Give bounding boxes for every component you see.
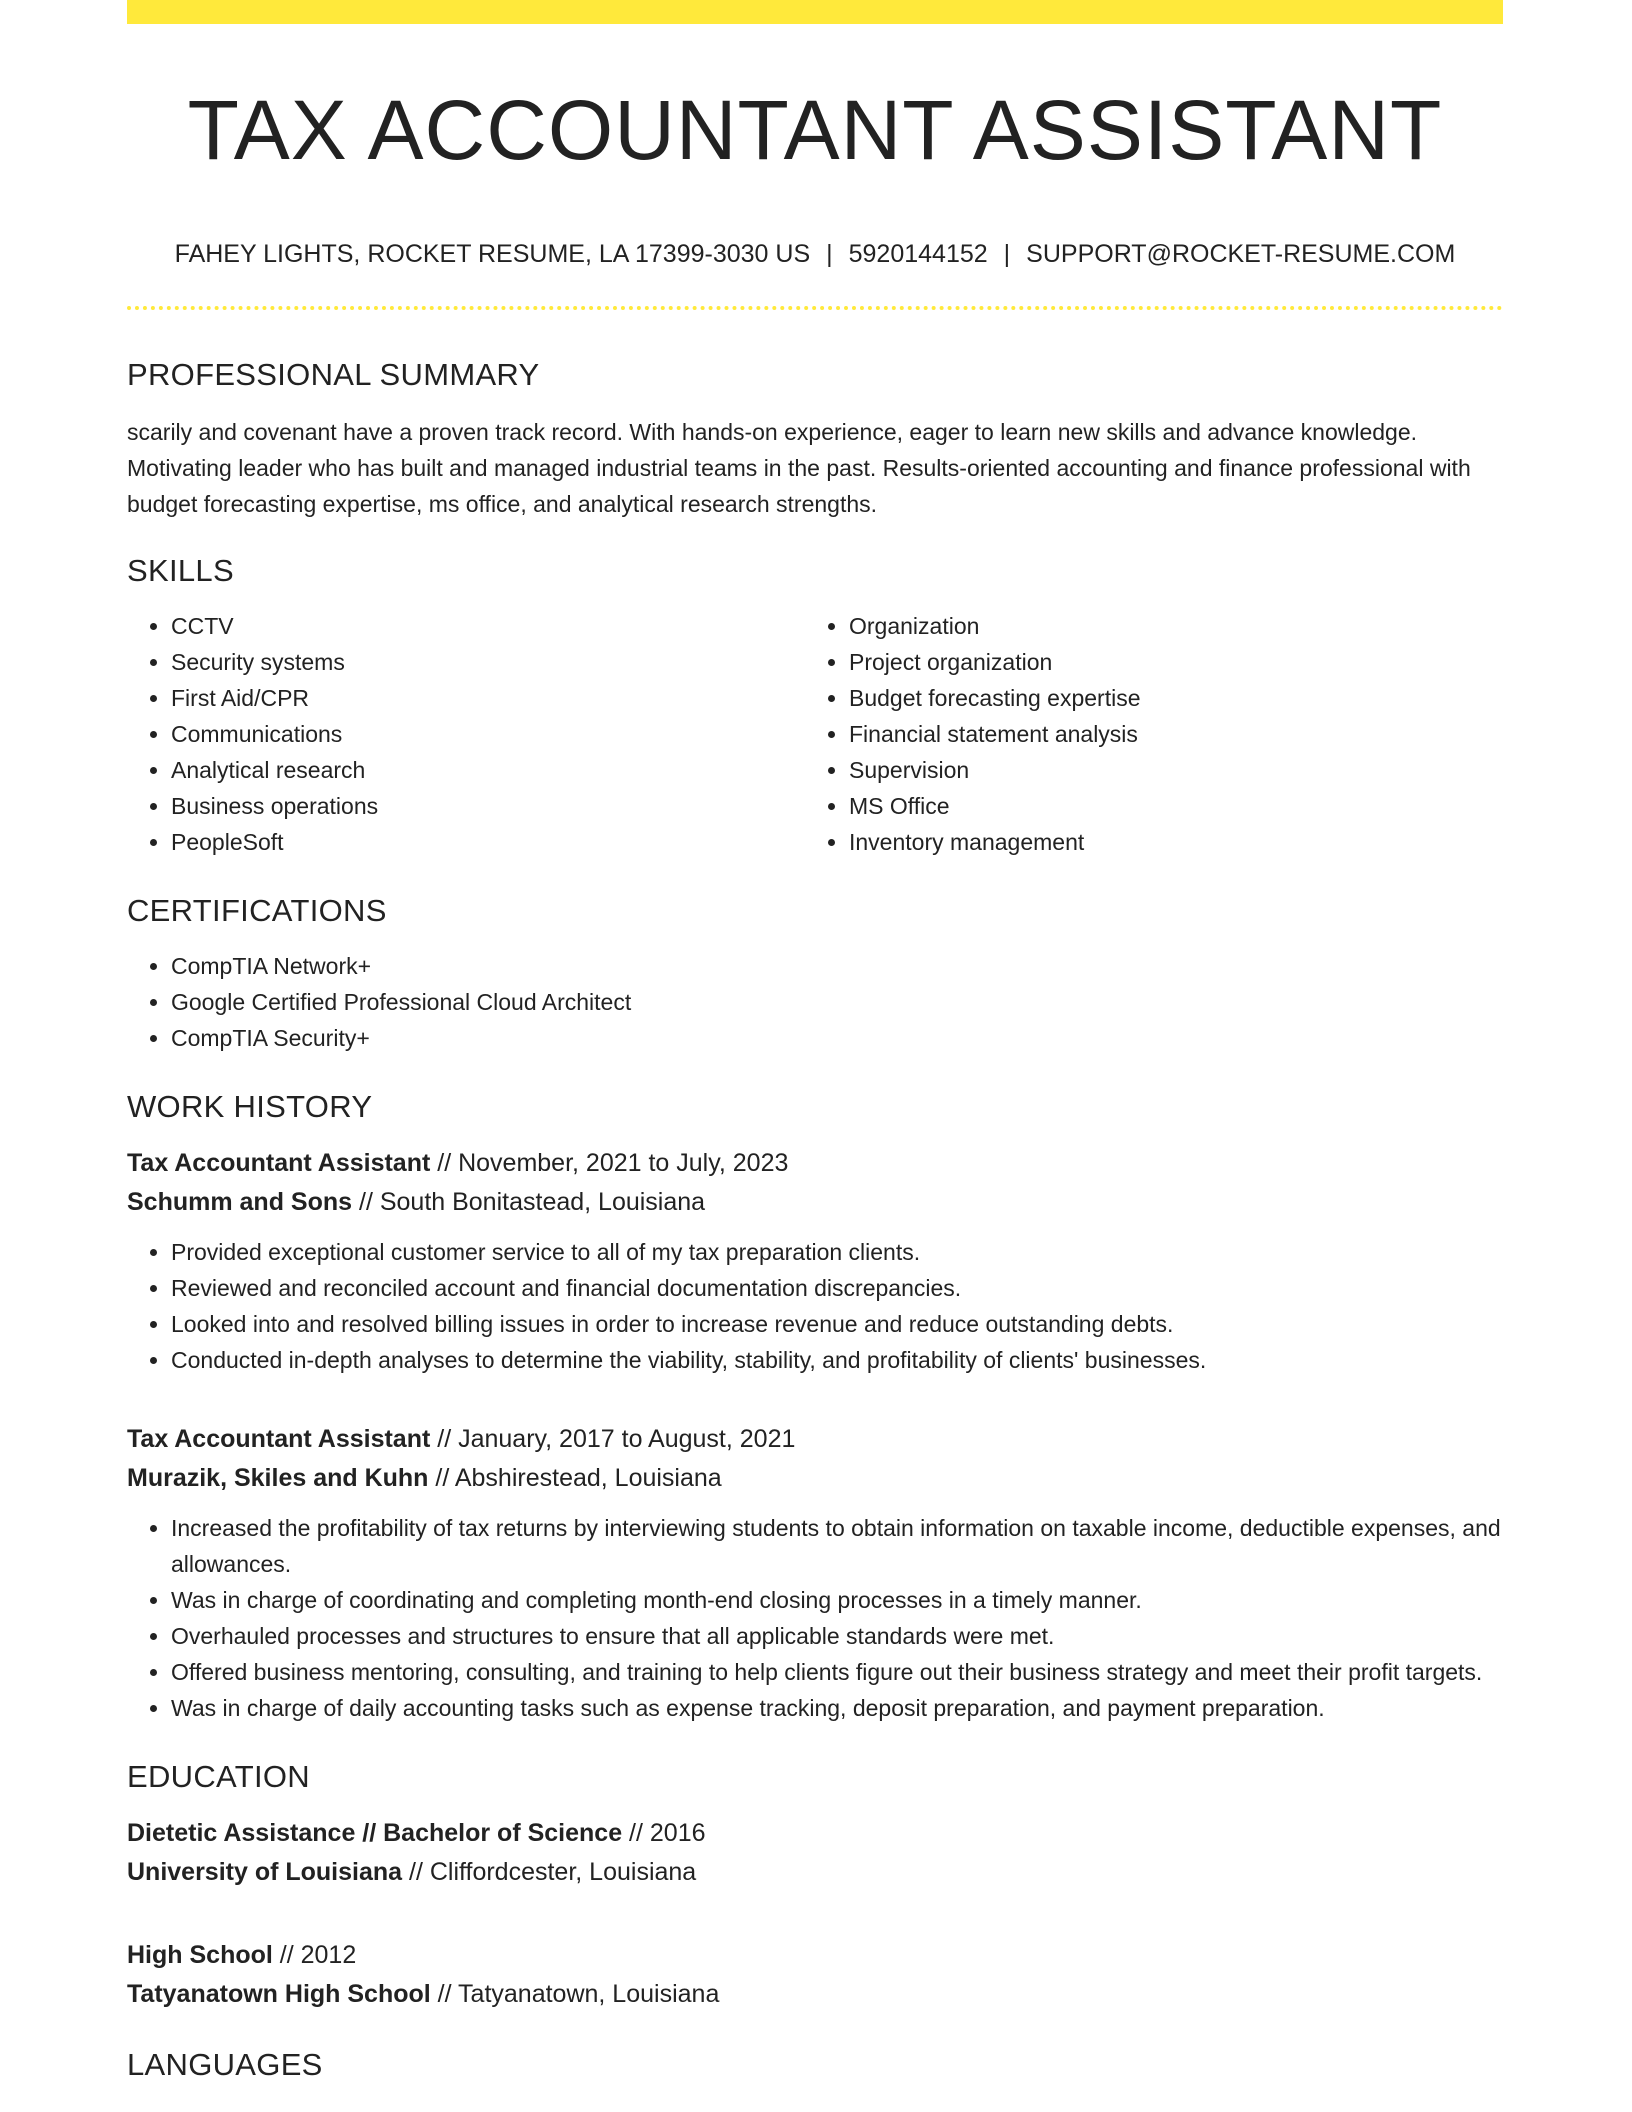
languages-title: LANGUAGES [127,2047,323,2082]
job-bullet: • Looked into and resolved billing issues in order to increase revenue and reduce outstanding debts. [171,1306,1503,1342]
job-company-line [127,1183,1503,1222]
skill-item: • Project organization [849,644,1483,680]
education-degree: Dietetic Assistance // Bachelor of Science [127,1819,623,1847]
job-role-line [127,1144,1503,1183]
summary-text: scarily and covenant have a proven track record. With hands-on experience, eager to learn new skills and advance knowledge. Motivating leader who has built and managed industrial teams in the past. Results-oriented accounting and finance professional with budget forecasting expertise, ms office, and analytical research strengths. [127,419,1471,517]
skill-item: • Inventory management [849,824,1483,860]
work-history-title: WORK HISTORY [127,1089,373,1124]
spacer [127,1892,1503,1924]
contact-email: SUPPORT@ROCKET-RESUME.COM [1026,240,1456,268]
education-location: // Tatyanatown, Louisiana [430,1980,720,2008]
job-bullets [127,1234,1503,1378]
skills-columns [127,596,1503,860]
contact-separator: | [826,240,833,268]
skill-item: • Financial statement analysis [849,716,1483,752]
contact-line [127,236,1503,272]
contact-separator: | [1003,240,1011,268]
certification-item: • CompTIA Network+ [171,948,1503,984]
education-entry [127,1936,1503,2014]
education-title: EDUCATION [127,1759,310,1794]
education-year: // 2016 [622,1819,706,1847]
job-bullets [127,1510,1503,1726]
job-bullet: • Was in charge of coordinating and completing month-end closing processes in a timely manner. [171,1582,1503,1618]
job-bullet: • Provided exceptional customer service to all of my tax preparation clients. [171,1234,1503,1270]
skill-item: • Budget forecasting expertise [849,680,1483,716]
education-school: University of Louisiana [127,1858,403,1886]
job-dates: // January, 2017 to August, 2021 [430,1425,796,1453]
top-accent-bar [127,0,1503,24]
skill-item: • CCTV [171,608,805,644]
job-role-line [127,1420,1503,1459]
job-company-line [127,1459,1503,1498]
summary-title: PROFESSIONAL SUMMARY [127,357,540,392]
skills-list-left [127,608,805,860]
job-company: Murazik, Skiles and Kuhn [127,1464,429,1492]
job-entry [127,1420,1503,1726]
job-location: // Abshirestead, Louisiana [428,1464,722,1492]
job-role: Tax Accountant Assistant [127,1425,431,1453]
resume-name: TAX ACCOUNTANT ASSISTANT [187,83,1443,177]
skill-item: • Security systems [171,644,805,680]
skill-item: • Business operations [171,788,805,824]
education-location: // Cliffordcester, Louisiana [402,1858,697,1886]
education-degree-line [127,1814,1503,1853]
job-bullet: • Was in charge of daily accounting tasks such as expense tracking, deposit preparation, and payment preparation. [171,1690,1503,1726]
skill-item: • PeopleSoft [171,824,805,860]
skill-item: • First Aid/CPR [171,680,805,716]
education-school-line [127,1853,1503,1892]
education-degree-line [127,1936,1503,1975]
skills-title: SKILLS [127,553,234,588]
skill-item: • Supervision [849,752,1483,788]
education-year: // 2012 [272,1941,357,1969]
job-company: Schumm and Sons [127,1188,353,1216]
education-entry [127,1814,1503,1892]
certification-item: • CompTIA Security+ [171,1020,1503,1056]
skills-list-right [805,608,1483,860]
education-degree: High School [127,1941,273,1969]
certifications-list [127,948,1503,1056]
contact-address: FAHEY LIGHTS, ROCKET RESUME, LA 17399-3030 US [174,240,811,268]
education-school-line [127,1975,1503,2014]
resume-content [127,350,1503,2090]
job-entry [127,1144,1503,1378]
job-dates: // November, 2021 to July, 2023 [430,1149,789,1177]
certification-item: • Google Certified Professional Cloud Architect [171,984,1503,1020]
job-bullet: • Increased the profitability of tax returns by interviewing students to obtain information on taxable income, deductible expenses, and allowances. [171,1510,1503,1582]
skill-item: • Communications [171,716,805,752]
spacer [127,1378,1503,1408]
job-bullet: • Conducted in-depth analyses to determine the viability, stability, and profitability of clients' businesses. [171,1342,1503,1378]
contact-phone: 5920144152 [848,240,988,268]
skill-item: • Analytical research [171,752,805,788]
job-location: // South Bonitastead, Louisiana [352,1188,706,1216]
header-divider [127,306,1503,310]
certifications-title: CERTIFICATIONS [127,893,387,928]
job-bullet: • Offered business mentoring, consulting, and training to help clients figure out their business strategy and meet their profit targets. [171,1654,1503,1690]
job-bullet: • Reviewed and reconciled account and financial documentation discrepancies. [171,1270,1503,1306]
education-school: Tatyanatown High School [127,1980,431,2008]
skill-item: • Organization [849,608,1483,644]
skill-item: • MS Office [849,788,1483,824]
job-role: Tax Accountant Assistant [127,1149,431,1177]
job-bullet: • Overhauled processes and structures to ensure that all applicable standards were met. [171,1618,1503,1654]
